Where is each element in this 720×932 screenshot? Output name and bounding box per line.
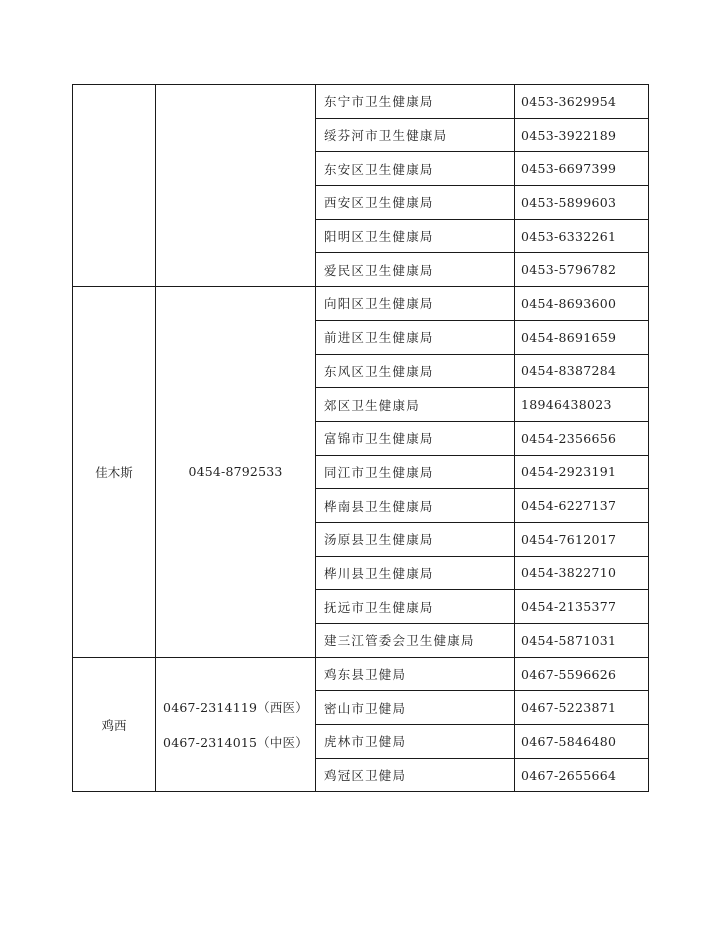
office-name: 富锦市卫生健康局 (316, 421, 515, 455)
hotline-number: 0467-2314015（中医） (163, 734, 308, 750)
office-phone: 0454-6227137 (515, 489, 649, 523)
contact-table (72, 84, 649, 792)
table-row (73, 85, 649, 119)
office-name: 郊区卫生健康局 (316, 388, 515, 422)
office-name: 密山市卫健局 (316, 691, 515, 725)
office-phone: 0454-7612017 (515, 522, 649, 556)
office-phone: 0467-5596626 (515, 657, 649, 691)
office-phone: 0453-5899603 (515, 186, 649, 220)
table-row (73, 287, 649, 321)
office-name: 前进区卫生健康局 (316, 320, 515, 354)
office-phone: 0467-5846480 (515, 725, 649, 759)
office-name: 西安区卫生健康局 (316, 186, 515, 220)
office-name: 向阳区卫生健康局 (316, 287, 515, 321)
office-name: 建三江管委会卫生健康局 (316, 624, 515, 658)
office-phone: 0467-2655664 (515, 758, 649, 792)
office-name: 阳明区卫生健康局 (316, 219, 515, 253)
office-phone: 0453-6697399 (515, 152, 649, 186)
hotline-number: 0467-2314119（西医） (163, 699, 308, 715)
office-name: 同江市卫生健康局 (316, 455, 515, 489)
office-name: 鸡冠区卫健局 (316, 758, 515, 792)
hotline-cell (156, 287, 316, 658)
office-phone: 0454-3822710 (515, 556, 649, 590)
office-phone: 0453-6332261 (515, 219, 649, 253)
office-name: 桦南县卫生健康局 (316, 489, 515, 523)
office-name: 东安区卫生健康局 (316, 152, 515, 186)
table-body (73, 85, 649, 792)
office-phone: 0454-2923191 (515, 455, 649, 489)
office-name: 爱民区卫生健康局 (316, 253, 515, 287)
office-phone: 0454-8691659 (515, 320, 649, 354)
office-phone: 18946438023 (515, 388, 649, 422)
office-phone: 0454-2135377 (515, 590, 649, 624)
hotline-cell (156, 85, 316, 287)
city-cell: 佳木斯 (73, 287, 156, 658)
office-phone: 0453-3629954 (515, 85, 649, 119)
office-name: 桦川县卫生健康局 (316, 556, 515, 590)
office-name: 绥芬河市卫生健康局 (316, 118, 515, 152)
city-cell (73, 85, 156, 287)
office-phone: 0453-3922189 (515, 118, 649, 152)
table-row (73, 657, 649, 691)
hotline-number: 0454-8792533 (188, 464, 283, 480)
office-phone: 0453-5796782 (515, 253, 649, 287)
city-cell: 鸡西 (73, 657, 156, 792)
office-phone: 0454-2356656 (515, 421, 649, 455)
office-name: 汤原县卫生健康局 (316, 522, 515, 556)
hotline-cell (156, 657, 316, 792)
office-phone: 0454-8693600 (515, 287, 649, 321)
office-name: 东风区卫生健康局 (316, 354, 515, 388)
office-phone: 0454-8387284 (515, 354, 649, 388)
office-name: 鸡东县卫健局 (316, 657, 515, 691)
office-name: 东宁市卫生健康局 (316, 85, 515, 119)
office-phone: 0454-5871031 (515, 624, 649, 658)
office-name: 抚远市卫生健康局 (316, 590, 515, 624)
office-phone: 0467-5223871 (515, 691, 649, 725)
office-name: 虎林市卫健局 (316, 725, 515, 759)
